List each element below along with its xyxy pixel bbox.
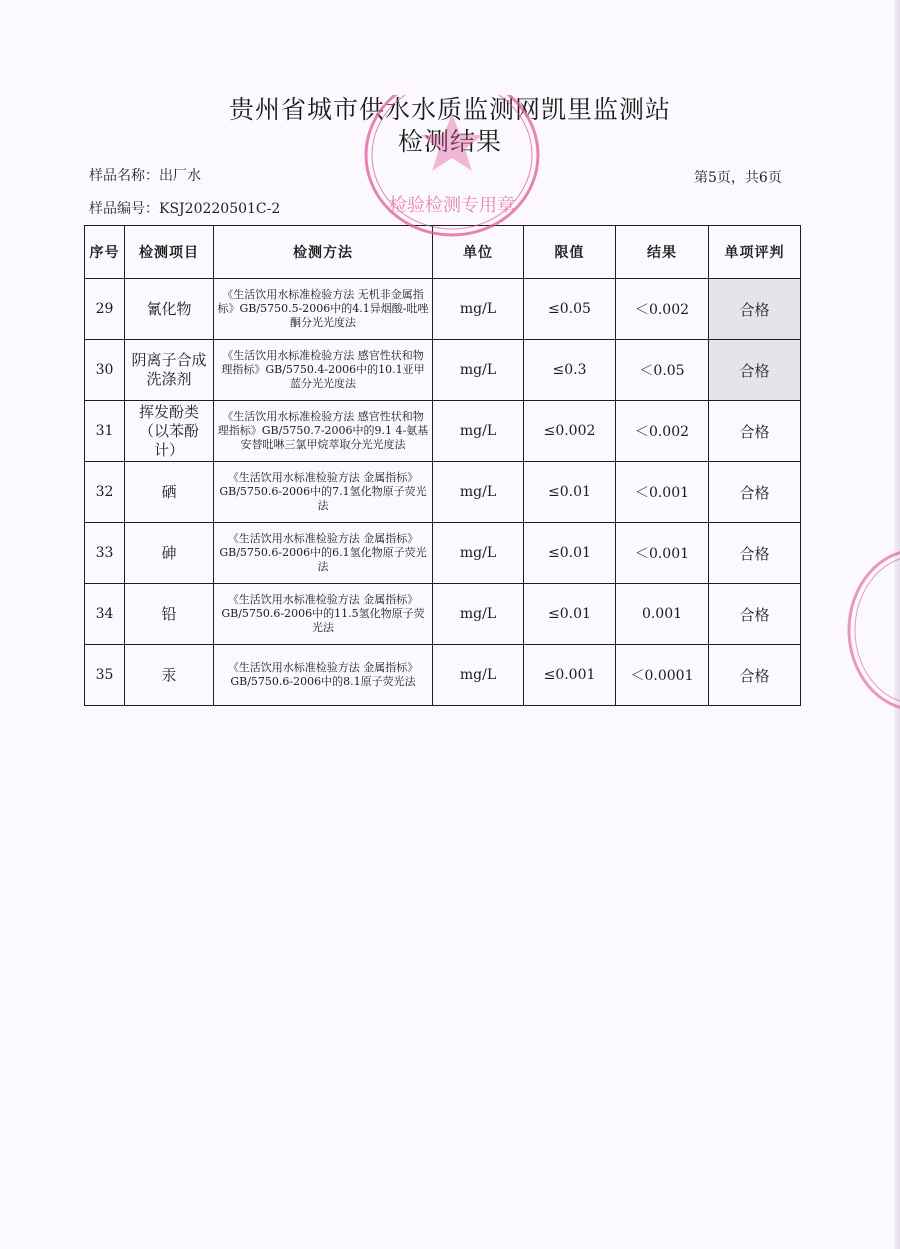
row-verdict: 合格 (709, 462, 801, 523)
row-item: 汞 (125, 645, 214, 706)
row-method: 《生活饮用水标准检验方法 金属指标》GB/5750.6-2006中的6.1氢化物原子荧光法 (214, 523, 433, 584)
sample-name: 样品名称：出厂水 (89, 168, 201, 184)
row-verdict: 合格 (709, 645, 801, 706)
row-unit: mg/L (433, 401, 524, 462)
results-table (84, 225, 801, 706)
row-result: ＜0.001 (616, 523, 709, 584)
row-result: ＜0.002 (616, 279, 709, 340)
document-subtitle: 检测结果 (397, 127, 502, 156)
row-limit: ≤0.001 (524, 645, 616, 706)
row-limit: ≤0.3 (524, 340, 616, 401)
col-header-verdict: 单项评判 (709, 226, 801, 279)
col-header-limit: 限值 (524, 226, 616, 279)
col-header-result: 结果 (616, 226, 709, 279)
row-no: 32 (85, 462, 125, 523)
table-row (85, 462, 801, 523)
row-limit: ≤0.01 (524, 523, 616, 584)
seal-label: 检验检测专用章 (389, 195, 515, 216)
table-row (85, 523, 801, 584)
row-verdict: 合格 (709, 523, 801, 584)
row-item: 阴离子合成洗涤剂 (125, 340, 214, 401)
row-result: ＜0.002 (616, 401, 709, 462)
page-info: 第5页，共6页 (694, 170, 782, 186)
row-item: 氰化物 (125, 279, 214, 340)
table-row (85, 340, 801, 401)
row-item: 铅 (125, 584, 214, 645)
row-no: 34 (85, 584, 125, 645)
edge-seal-icon (845, 545, 900, 715)
row-item: 挥发酚类（以苯酚计） (125, 401, 214, 462)
row-limit: ≤0.01 (524, 584, 616, 645)
row-no: 29 (85, 279, 125, 340)
row-method: 《生活饮用水标准检验方法 感官性状和物理指标》GB/5750.7-2006中的9.1 4-氨基安替吡啉三氯甲烷萃取分光光度法 (214, 401, 433, 462)
row-method: 《生活饮用水标准检验方法 无机非金属指标》GB/5750.5-2006中的4.1异烟酸-吡唑酮分光光度法 (214, 279, 433, 340)
row-verdict: 合格 (709, 279, 801, 340)
row-result: 0.001 (616, 584, 709, 645)
row-no: 31 (85, 401, 125, 462)
row-no: 35 (85, 645, 125, 706)
row-unit: mg/L (433, 462, 524, 523)
row-method: 《生活饮用水标准检验方法 金属指标》GB/5750.6-2006中的11.5氢化物原子荧光法 (214, 584, 433, 645)
table-row (85, 279, 801, 340)
page-edge (894, 0, 900, 1249)
row-result: ＜0.001 (616, 462, 709, 523)
row-limit: ≤0.01 (524, 462, 616, 523)
col-header-method: 检测方法 (214, 226, 433, 279)
col-header-item: 检测项目 (125, 226, 214, 279)
col-header-unit: 单位 (433, 226, 524, 279)
row-item: 砷 (125, 523, 214, 584)
row-no: 30 (85, 340, 125, 401)
row-verdict: 合格 (709, 340, 801, 401)
table-row (85, 401, 801, 462)
sample-number: 样品编号：KSJ20220501C-2 (89, 201, 281, 217)
row-limit: ≤0.05 (524, 279, 616, 340)
row-result: ＜0.0001 (616, 645, 709, 706)
row-result: ＜0.05 (616, 340, 709, 401)
row-unit: mg/L (433, 523, 524, 584)
table-row (85, 645, 801, 706)
row-verdict: 合格 (709, 584, 801, 645)
table-header-row (85, 226, 801, 279)
row-limit: ≤0.002 (524, 401, 616, 462)
col-header-no: 序号 (85, 226, 125, 279)
row-unit: mg/L (433, 340, 524, 401)
row-unit: mg/L (433, 645, 524, 706)
table-row (85, 584, 801, 645)
row-unit: mg/L (433, 279, 524, 340)
row-method: 《生活饮用水标准检验方法 金属指标》GB/5750.6-2006中的8.1原子荧光法 (214, 645, 433, 706)
row-item: 硒 (125, 462, 214, 523)
row-verdict: 合格 (709, 401, 801, 462)
document-title: 贵州省城市供水水质监测网凯里监测站 (228, 95, 671, 124)
row-method: 《生活饮用水标准检验方法 感官性状和物理指标》GB/5750.4-2006中的10.1亚甲蓝分光光度法 (214, 340, 433, 401)
row-method: 《生活饮用水标准检验方法 金属指标》GB/5750.6-2006中的7.1氢化物原子荧光法 (214, 462, 433, 523)
row-unit: mg/L (433, 584, 524, 645)
row-no: 33 (85, 523, 125, 584)
